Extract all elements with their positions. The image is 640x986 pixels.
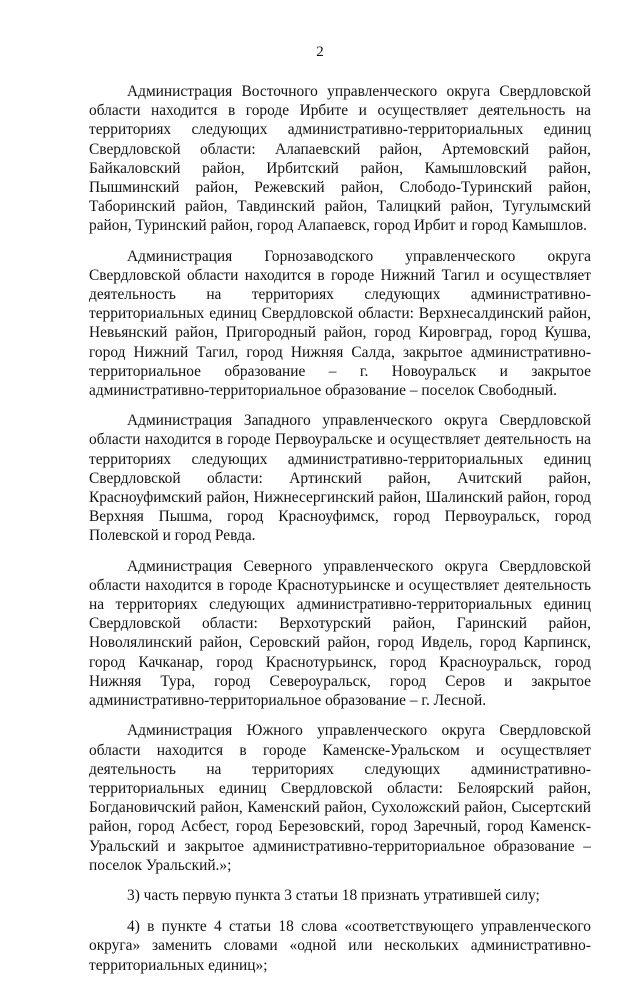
- paragraph-eastern-district: Администрация Восточного управленческого округа Свердловской области находится в городе Ирбите и осуществляет деятельность на территориях следующих административно-территориальных единиц Свердловской области: Алапаевский район, Артемовский район, Байкаловский район, Ирбитский район, Камышловский район, Пышминский район, Режевский район, Слободо-Туринский район, Таборинский район, Тавдинский район, Талицкий район, Тугулымский район, Туринский район, город Алапаевск, город Ирбит и город Камышлов.: [89, 83, 591, 235]
- paragraph-item-3: 3) часть первую пункта 3 статьи 18 признать утратившей силу;: [127, 886, 540, 904]
- paragraph-western-district: Администрация Западного управленческого округа Свердловской области находится в городе Первоуральске и осуществляет деятельность на территориях следующих административно-территориальных единиц Свердловской области: Артинский район, Ачитский район, Красноуфимский район, Нижнесергинский район, Шалинский район, город Верхняя Пышма, город Красноуфимск, город Первоуральск, город Полевской и город Ревда.: [89, 412, 591, 545]
- paragraph-item-4: 4) в пункте 4 статьи 18 слова «соответствующего управленческого округа» заменить словами «одной или нескольких административно-территориальных единиц»;: [89, 918, 591, 974]
- paragraph-northern-district: Администрация Северного управленческого округа Свердловской области находится в городе Краснотурьинске и осуществляет деятельность на территориях следующих административно-территориальных единиц Свердловской области: Верхотурский район, Гаринский район, Новолялинский район, Серовский район, город Ивдель, город Карпинск, город Качканар, город Краснотурьинск, город Красноуральск, город Нижняя Тура, город Североуральск, город Серов и закрытое административно-территориальное образование – г. Лесной.: [89, 557, 591, 710]
- page-number: 2: [316, 44, 324, 60]
- paragraph-southern-district: Администрация Южного управленческого округа Свердловской области находится в городе Каменске-Уральском и осуществляет деятельность на территориях следующих административно-территориальных единиц Свердловской области: Белоярский район, Богдановичский район, Каменский район, Сухоложский район, Сысертский район, город Асбест, город Березовский, город Заречный, город Каменск-Уральский и закрытое административно-территориальное образование – поселок Уральский.»;: [89, 722, 591, 874]
- document-body: [89, 82, 591, 986]
- paragraph-mining-district: Администрация Горнозаводского управленческого округа Свердловской области находится в городе Нижний Тагил и осуществляет деятельность на территориях следующих административно-территориальных единиц Свердловской области: Верхнесалдинский район, Невьянский район, Пригородный район, город Кировград, город Кушва, город Нижний Тагил, город Нижняя Салда, закрытое административно-территориальное образование – г. Новоуральск и закрытое административно-территориальное образование – поселок Свободный.: [89, 247, 591, 400]
